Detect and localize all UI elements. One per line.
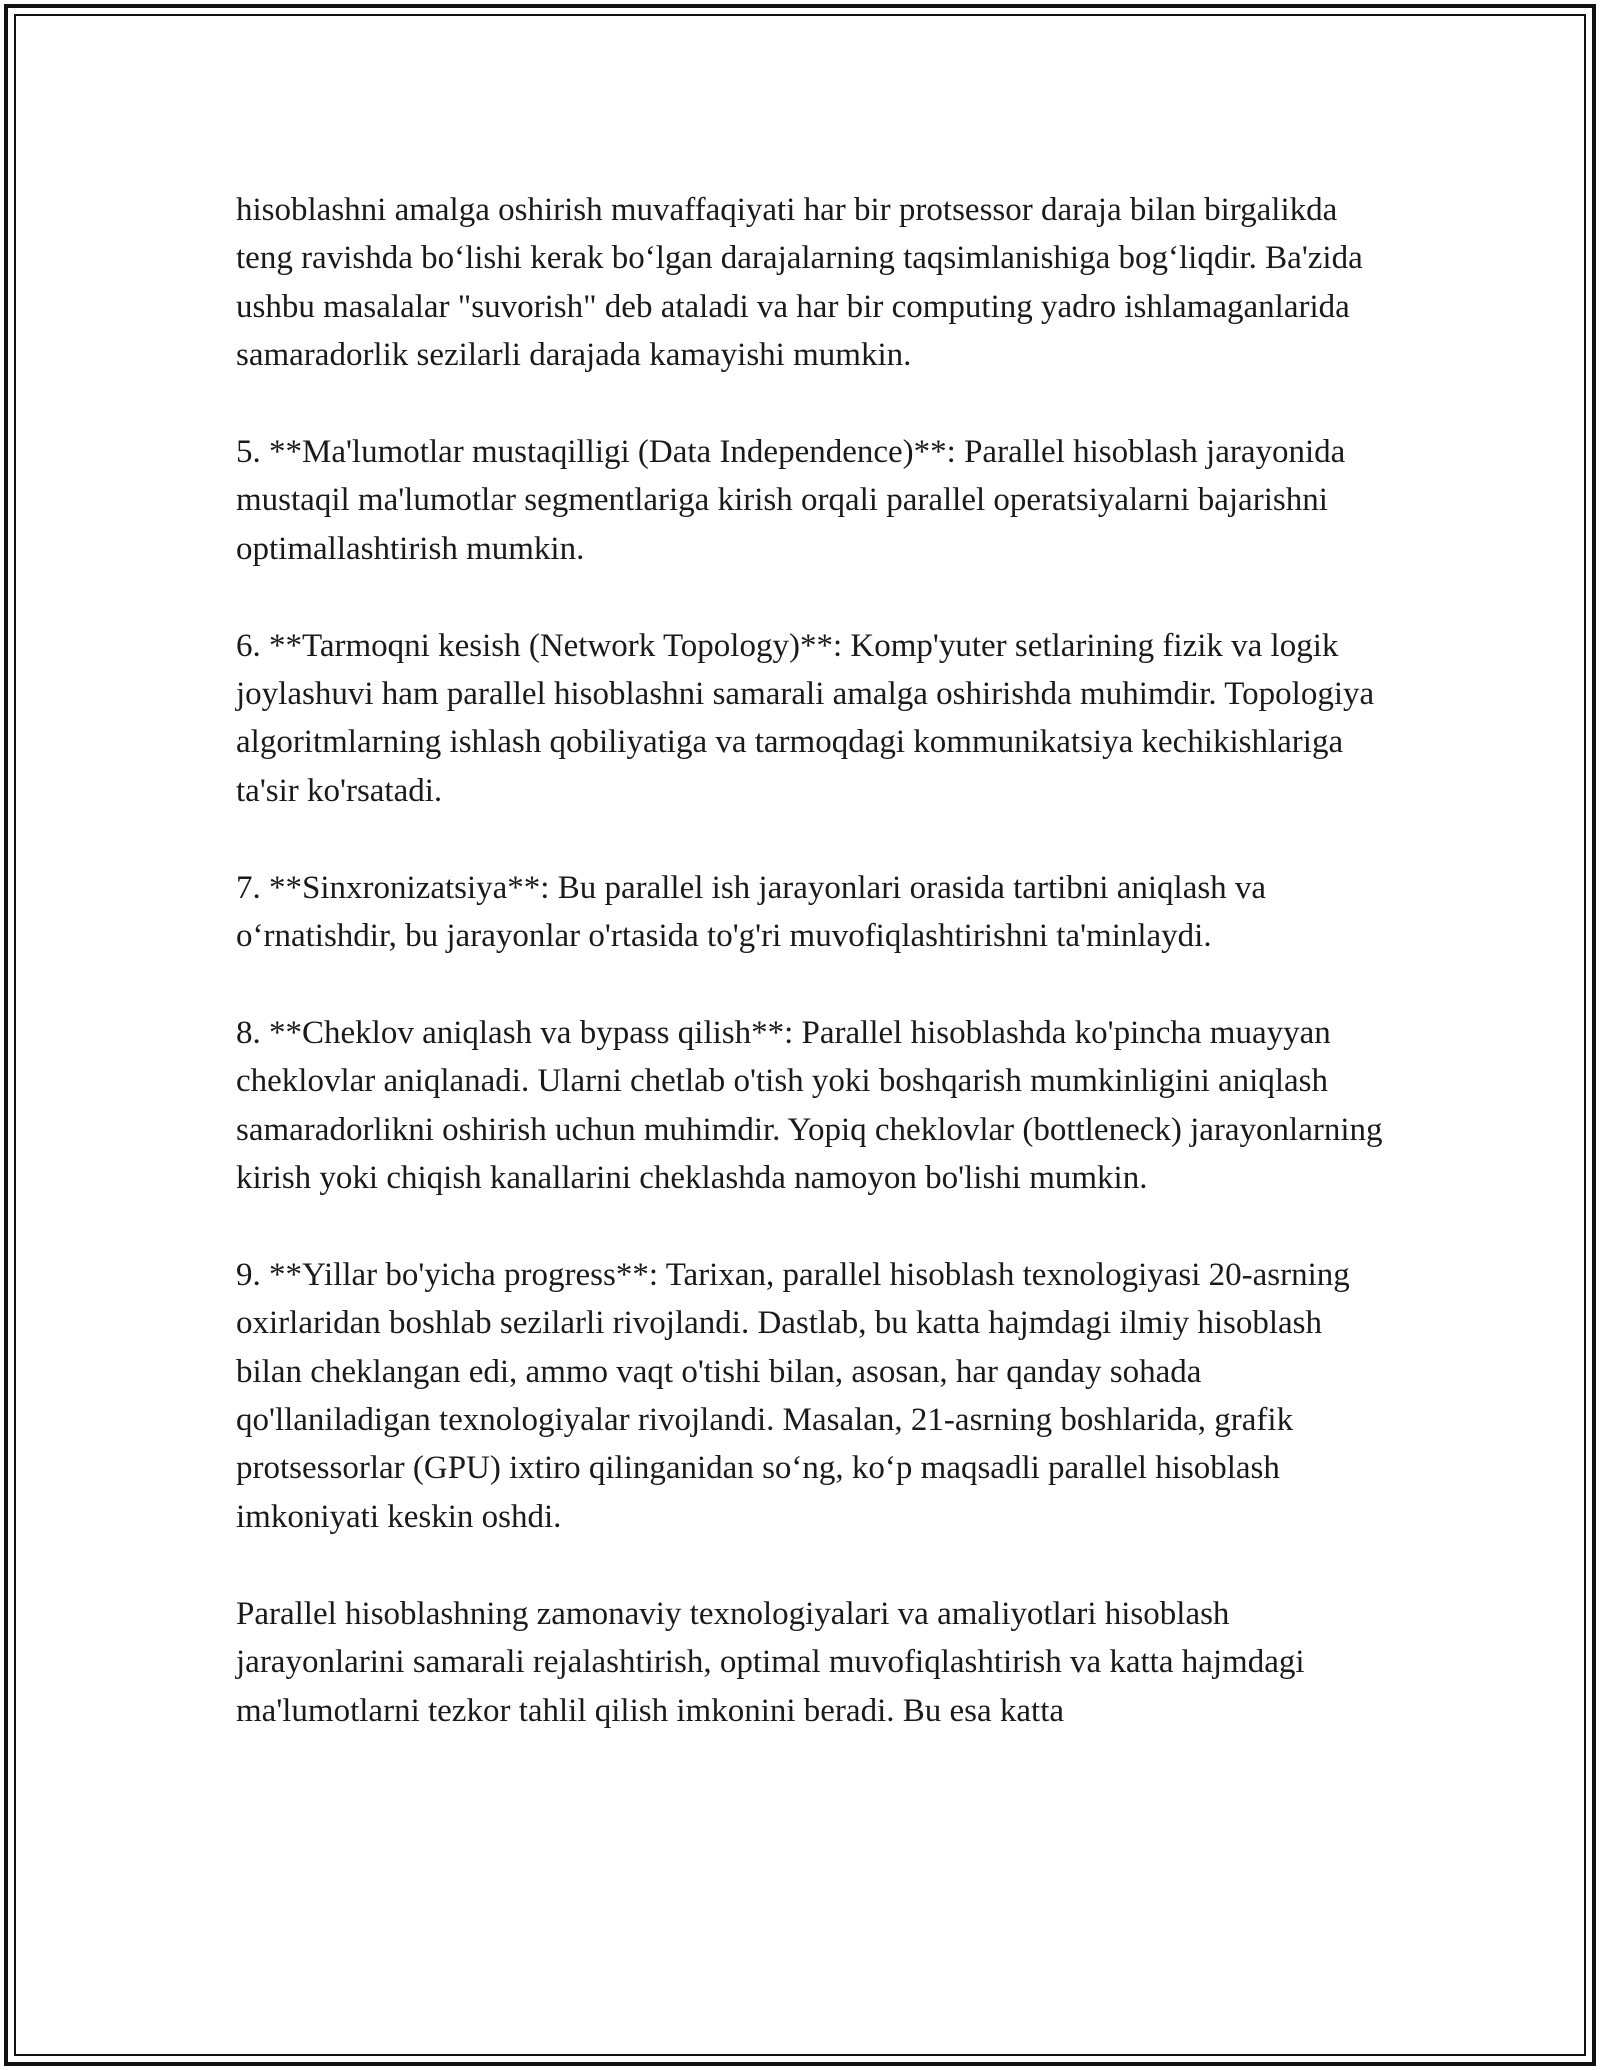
paragraph-item-5: 5. **Ma'lumotlar mustaqilligi (Data Independence)**: Parallel hisoblash jarayonida mustaqil ma'lumotlar segmentlariga kirish orqali parallel operatsiyalarni bajarishni optimallashtirish mumkin. <box>236 434 1346 567</box>
paragraph-item-9: 9. **Yillar bo'yicha progress**: Tarixan, parallel hisoblash texnologiyasi 20-asrning oxirlaridan boshlab sezilarli rivojlandi. Dastlab, bu katta hajmdagi ilmiy hisoblash bilan cheklangan edi, ammo vaqt o'tishi bilan, asosan, har qanday sohada qo'llaniladigan texnologiyalar rivojlandi. Masalan, 21-asrning boshlarida, grafik protsessorlar (GPU) ixtiro qilinganidan soʻng, koʻp maqsadli parallel hisoblash imkoniyati keskin oshdi. <box>236 1256 1350 1535</box>
paragraph-item-7: 7. **Sinxronizatsiya**: Bu parallel ish jarayonlari orasida tartibni aniqlash va oʻrnatishdir, bu jarayonlar o'rtasida to'g'ri muvofiqlashtirishni ta'minlaydi. <box>236 869 1267 955</box>
paragraph-continuation: hisoblashni amalga oshirish muvaffaqiyati har bir protsessor daraja bilan birgalikda teng ravishda boʻlishi kerak boʻlgan darajalarning taqsimlanishiga bogʻliqdir. Ba'zida ushbu masalalar "suvorish" deb ataladi va har bir computing yadro ishlamaganlarida samaradorlik sezilarli darajada kamayishi mumkin. <box>236 192 1363 374</box>
paragraph-item-8: 8. **Cheklov aniqlash va bypass qilish**: Parallel hisoblashda ko'pincha muayyan cheklovlar aniqlanadi. Ularni chetlab o'tish yoki boshqarish mumkinligini aniqlash samaradorlikni oshirish uchun muhimdir. Yopiq cheklovlar (bottleneck) jarayonlarning kirish yoki chiqish kanallarini cheklashda namoyon bo'lishi mumkin. <box>236 1014 1383 1197</box>
paragraph-conclusion: Parallel hisoblashning zamonaviy texnologiyalari va amaliyotlari hisoblash jarayonlarini samarali rejalashtirish, optimal muvofiqlashtirish va katta hajmdagi ma'lumotlarni tezkor tahlil qilish imkonini beradi. Bu esa katta <box>236 1595 1305 1729</box>
document-body <box>236 186 1396 1735</box>
paragraph-item-6: 6. **Tarmoqni kesish (Network Topology)**: Komp'yuter setlarining fizik va logik joylashuvi ham parallel hisoblashni samarali amalga oshirishda muhimdir. Topologiya algoritmlarning ishlash qobiliyatiga va tarmoqdagi kommunikatsiya kechikishlariga ta'sir ko'rsatadi. <box>236 627 1375 809</box>
